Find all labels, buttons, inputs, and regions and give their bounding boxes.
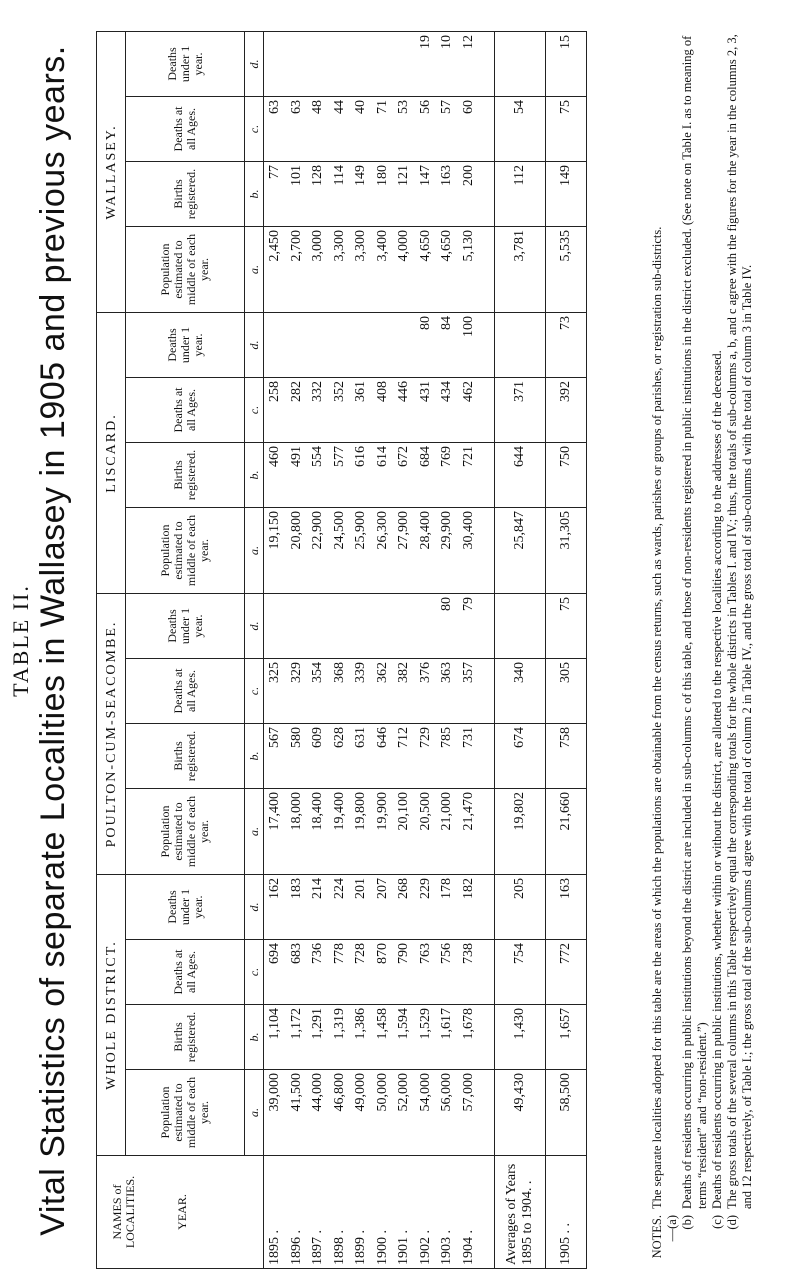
column-unit: d. [245,594,264,659]
column-unit: c. [245,659,264,724]
table-cell [372,597,394,655]
table-cell: 44,000 [310,1073,325,1112]
table-cell: 18,000 [288,792,304,831]
table-cell: 1,319 [331,1008,347,1040]
table-cell: 60 [460,99,476,114]
table-cell [350,35,372,93]
table-cell: 712 [396,727,411,748]
average-cell: 340 [495,659,546,724]
table-cell: 40 [353,99,368,114]
table-cell: 63 [288,99,304,114]
table-cell: 4,650 [417,229,433,262]
table-cell: 756 [439,943,454,964]
table-cell: 80 [417,315,433,330]
data-column [264,96,495,161]
table-cell [372,35,394,93]
table-cell: 200 [460,164,476,186]
note-marker: NOTES.—(a) [650,1215,679,1259]
table-cell: 52,000 [396,1073,411,1112]
column-unit: c. [245,378,264,443]
table-cell: 71 [374,99,390,114]
year-1905-cell: 75 [546,594,587,659]
notes-section [650,19,755,1269]
table-cell [286,35,308,93]
data-column [264,659,495,724]
column-unit: a. [245,789,264,875]
table-cell: 24,500 [331,511,347,550]
table-cell: 54,000 [417,1073,433,1112]
column-unit: d. [245,312,264,377]
table-cell: 57 [439,99,454,114]
table-cell: 10 [439,34,454,49]
localities-label: NAMES of LOCALITIES. [110,1175,137,1249]
table-cell: 57,000 [460,1073,476,1112]
table-cell: 20,500 [417,792,433,831]
table-cell: 382 [396,662,411,683]
table-cell [286,597,308,655]
year-cell: 1896 . [288,1230,304,1265]
table-cell: 361 [353,381,368,402]
table-cell: 162 [267,878,282,899]
table-cell [372,316,394,374]
year-cell: 1901 . [396,1230,411,1265]
year-header: YEAR. [175,1194,189,1230]
column-header: Deaths at all Ages. [126,96,245,161]
year-1905-label: 1905 . . [546,1156,587,1269]
column-header: Deaths under 1 year. [126,312,245,377]
table-cell: 683 [288,943,304,964]
title-block [0,0,92,1281]
year-1905-cell: 1,657 [546,1005,587,1070]
table-cell: 56 [417,99,433,114]
table-cell: 282 [288,381,304,402]
data-column [264,508,495,594]
column-header: Population estimated to middle of each year. [126,508,245,594]
table-cell: 101 [288,164,304,186]
column-unit: b. [245,161,264,226]
data-column [264,1070,495,1156]
table-cell: 46,800 [331,1073,347,1112]
column-unit: c. [245,940,264,1005]
table-cell [415,597,437,655]
table-cell: 44 [331,99,347,114]
table-cell: 19 [417,34,433,49]
average-cell: 54 [495,96,546,161]
table-cell [393,316,415,374]
table-cell: 329 [288,662,304,683]
table-cell: 12 [460,34,476,49]
table-cell: 18,400 [310,792,325,831]
table-cell: 491 [288,446,304,467]
column-unit: a. [245,508,264,594]
column-header: Deaths at all Ages. [126,378,245,443]
table-cell: 1,529 [417,1008,433,1040]
table-cell: 434 [439,381,454,402]
table-cell: 25,900 [353,511,368,550]
year-1905-cell: 73 [546,312,587,377]
table-cell: 258 [267,381,282,402]
table-cell: 84 [439,315,454,330]
table-cell: 20,100 [396,792,411,831]
table-cell: 790 [396,943,411,964]
table-cell: 39,000 [267,1073,282,1112]
table-cell: 631 [353,727,368,748]
table-cell: 2,450 [267,229,282,262]
table-cell: 77 [267,164,282,179]
table-cell: 19,800 [353,792,368,831]
table-cell: 19,150 [267,511,282,550]
table-cell: 19,900 [374,792,390,831]
table-cell: 79 [460,597,476,611]
year-1905-cell: 149 [546,161,587,226]
table-cell: 80 [439,597,454,611]
data-column [264,31,495,96]
table-cell: 53 [396,99,411,114]
table-cell: 49,000 [353,1073,368,1112]
table-cell [264,316,286,374]
column-header: Population estimated to middle of each year. [126,789,245,875]
note-marker: (c) [710,1215,724,1229]
note-item [710,19,725,1269]
table-cell: 616 [353,446,368,467]
average-cell: 112 [495,161,546,226]
note-item [725,19,755,1269]
table-cell [329,597,351,655]
table-cell: 1,386 [353,1008,368,1040]
table-cell: 446 [396,381,411,402]
table-cell: 362 [374,662,390,683]
group-whole-district: WHOLE DISTRICT. [97,875,126,1156]
year-1905-cell: 392 [546,378,587,443]
data-column [264,443,495,508]
column-header: Deaths under 1 year. [126,31,245,96]
table-cell: 201 [353,878,368,899]
data-column [264,378,495,443]
column-header: Births registered. [126,1005,245,1070]
year-cell: 1899 . [353,1230,368,1265]
table-cell: 363 [439,662,454,683]
year-cell: 1895 . [267,1230,282,1265]
note-item [680,19,710,1269]
table-cell: 769 [439,446,454,467]
table-cell: 325 [267,662,282,683]
column-header: Deaths at all Ages. [126,659,245,724]
column-unit: a. [245,226,264,312]
table-cell: 694 [267,943,282,964]
table-cell [307,35,329,93]
table-cell: 63 [267,99,282,114]
note-marker: (d) [725,1215,739,1230]
column-header: Population estimated to middle of each year. [126,1070,245,1156]
table-cell: 408 [374,381,390,402]
year-1905-cell: 31,305 [546,508,587,594]
year-1905-cell: 75 [546,96,587,161]
table-cell: 20,800 [288,511,304,550]
average-cell: 1,430 [495,1005,546,1070]
table-cell: 731 [460,727,476,748]
table-cell: 738 [460,943,476,964]
average-cell: 754 [495,940,546,1005]
table-cell [264,597,286,655]
table-cell: 114 [331,164,347,186]
table-cell: 614 [374,446,390,467]
table-cell: 684 [417,446,433,467]
note-text: Deaths of residents occurring in public institutions, whether within or without the district, are allotted to the respective localities according to the addresses of the deceased. [710,350,724,1209]
table-cell: 56,000 [439,1073,454,1112]
table-cell: 870 [374,943,390,964]
year-1905-cell: 305 [546,659,587,724]
note-text: Deaths of residents occurring in public institutions beyond the district are included in sub-columns c of this table, and those of non-residents registered in public institutions in the district excluded. (See note on Table I. as to meaning of terms “resident” and “non-resident.”) [680,35,709,1209]
table-cell: 26,300 [374,511,390,550]
data-column [264,226,495,312]
table-cell: 352 [331,381,347,402]
column-header: Deaths under 1 year. [126,875,245,940]
year-cell: 1902 . [417,1230,433,1265]
table-cell: 462 [460,381,476,402]
table-cell [307,316,329,374]
average-cell: 19,802 [495,789,546,875]
average-cell: 25,847 [495,508,546,594]
localities-header [97,1156,264,1269]
table-cell: 149 [353,164,368,186]
table-cell: 1,172 [288,1008,304,1040]
data-column [264,724,495,789]
table-cell: 1,678 [460,1008,476,1040]
table-cell: 121 [396,164,411,186]
table-cell: 27,900 [396,511,411,550]
table-cell: 1,594 [396,1008,411,1040]
table-cell: 339 [353,662,368,683]
table-cell: 178 [439,878,454,899]
table-cell: 214 [310,878,325,899]
table-cell: 567 [267,727,282,748]
table-cell: 357 [460,662,476,683]
table-cell: 3,300 [331,229,347,262]
column-unit: b. [245,1005,264,1070]
table-cell: 224 [331,878,347,899]
table-cell: 646 [374,727,390,748]
year-1905-cell: 21,660 [546,789,587,875]
data-column [264,161,495,226]
data-column [264,1005,495,1070]
table-cell: 778 [331,943,347,964]
table-label: TABLE II. [8,584,33,697]
average-cell: 49,430 [495,1070,546,1156]
column-unit: d. [245,31,264,96]
data-column [264,312,495,377]
average-cell [495,31,546,96]
average-cell: 674 [495,724,546,789]
data-column [264,594,495,659]
table-cell: 4,000 [396,229,411,262]
column-unit: b. [245,724,264,789]
table-cell: 29,900 [439,511,454,550]
table-cell: 128 [310,164,325,186]
table-cell: 3,400 [374,229,390,262]
table-cell: 3,000 [310,229,325,262]
table-cell: 1,617 [439,1008,454,1040]
table-cell [393,597,415,655]
table-cell: 207 [374,878,390,899]
table-cell: 183 [288,878,304,899]
table-cell: 1,104 [267,1008,282,1040]
table-cell: 460 [267,446,282,467]
table-cell: 721 [460,446,476,467]
table-cell: 628 [331,727,347,748]
year-cell: 1898 . [331,1230,347,1265]
group-liscard: LISCARD. [97,312,126,593]
column-header: Births registered. [126,443,245,508]
table-cell: 19,400 [331,792,347,831]
data-column [264,789,495,875]
table-cell: 729 [417,727,433,748]
year-cell: 1903 . [439,1230,454,1265]
average-cell [495,594,546,659]
table-cell: 4,650 [439,229,454,262]
table-cell: 5,130 [460,229,476,262]
averages-label: Averages of Years 1895 to 1904. . [495,1156,546,1269]
table-cell: 41,500 [288,1073,304,1112]
table-cell: 554 [310,446,325,467]
table-cell: 577 [331,446,347,467]
table-cell: 431 [417,381,433,402]
table-cell: 21,470 [460,792,476,831]
table-cell: 22,900 [310,511,325,550]
table-cell: 332 [310,381,325,402]
table-cell: 376 [417,662,433,683]
data-column [264,940,495,1005]
table-cell: 785 [439,727,454,748]
column-unit: b. [245,443,264,508]
table-cell: 180 [374,164,390,186]
table-cell [286,316,308,374]
table-cell: 28,400 [417,511,433,550]
page-title: Vital Statistics of separate Localities in Wallasey in 1905 and previous years. [34,45,72,1236]
group-poulton-cum-seacombe: POULTON-CUM-SEACOMBE. [97,594,126,875]
group-wallasey: WALLASEY. [97,31,126,312]
year-1905-cell: 15 [546,31,587,96]
table-cell: 609 [310,727,325,748]
column-header: Deaths at all Ages. [126,940,245,1005]
table-cell [264,35,286,93]
year-1905-cell: 750 [546,443,587,508]
table-cell: 736 [310,943,325,964]
column-unit: a. [245,1070,264,1156]
year-1905-cell: 163 [546,875,587,940]
column-header: Population estimated to middle of each year. [126,226,245,312]
table-cell: 17,400 [267,792,282,831]
table-cell [393,35,415,93]
column-unit: d. [245,875,264,940]
note-text: The gross totals of the several columns in this Table respectively equal the corresponding totals for the whole districts in Tables I. and IV.; thus, the totals of sub-columns a, b, and c agree with the figures for the year in the columns 2, 3, and 12 respectively, of Table I.; the gross total of the sub-columns d agree with the total of column 2 in Table IV., and the gross total of sub-columns d with the total of column 3 in Table IV. [725,34,754,1209]
average-cell [495,312,546,377]
table-cell [350,316,372,374]
table-cell: 182 [460,878,476,899]
column-unit: c. [245,96,264,161]
note-text: The separate localities adopted for this table are the areas of which the populations are obtainable from the census returns, such as wards, parishes or groups of parishes, or registration sub-districts. [650,226,664,1209]
table-cell: 147 [417,164,433,186]
column-header: Births registered. [126,161,245,226]
table-cell: 368 [331,662,347,683]
table-cell: 1,458 [374,1008,390,1040]
table-cell [329,35,351,93]
average-cell: 371 [495,378,546,443]
table-cell: 21,000 [439,792,454,831]
table-cell [329,316,351,374]
table-cell: 354 [310,662,325,683]
note-marker: (b) [680,1215,694,1230]
table-cell: 229 [417,878,433,899]
table-cell: 728 [353,943,368,964]
table-cell [307,597,329,655]
year-cell: 1904 . [460,1230,476,1265]
year-1905-cell: 772 [546,940,587,1005]
average-cell: 205 [495,875,546,940]
table-cell: 48 [310,99,325,114]
table-cell [350,597,372,655]
average-cell: 3,781 [495,226,546,312]
table-cell: 50,000 [374,1073,390,1112]
table-cell: 1,291 [310,1008,325,1040]
year-1905-cell: 58,500 [546,1070,587,1156]
year-list [264,1156,495,1269]
table-cell: 763 [417,943,433,964]
table-cell: 163 [439,164,454,186]
column-header: Deaths under 1 year. [126,594,245,659]
column-header: Births registered. [126,724,245,789]
table-cell: 100 [460,315,476,337]
year-1905-cell: 758 [546,724,587,789]
table-cell: 2,700 [288,229,304,262]
year-cell: 1897 . [310,1230,325,1265]
note-item [650,19,680,1269]
table-cell: 3,300 [353,229,368,262]
data-column [264,875,495,940]
table-cell: 268 [396,878,411,899]
year-cell: 1900 . [374,1230,390,1265]
table-cell: 672 [396,446,411,467]
table-cell: 580 [288,727,304,748]
year-1905-cell: 5,535 [546,226,587,312]
average-cell: 644 [495,443,546,508]
vital-statistics-table [96,31,587,1269]
table-cell: 30,400 [460,511,476,550]
